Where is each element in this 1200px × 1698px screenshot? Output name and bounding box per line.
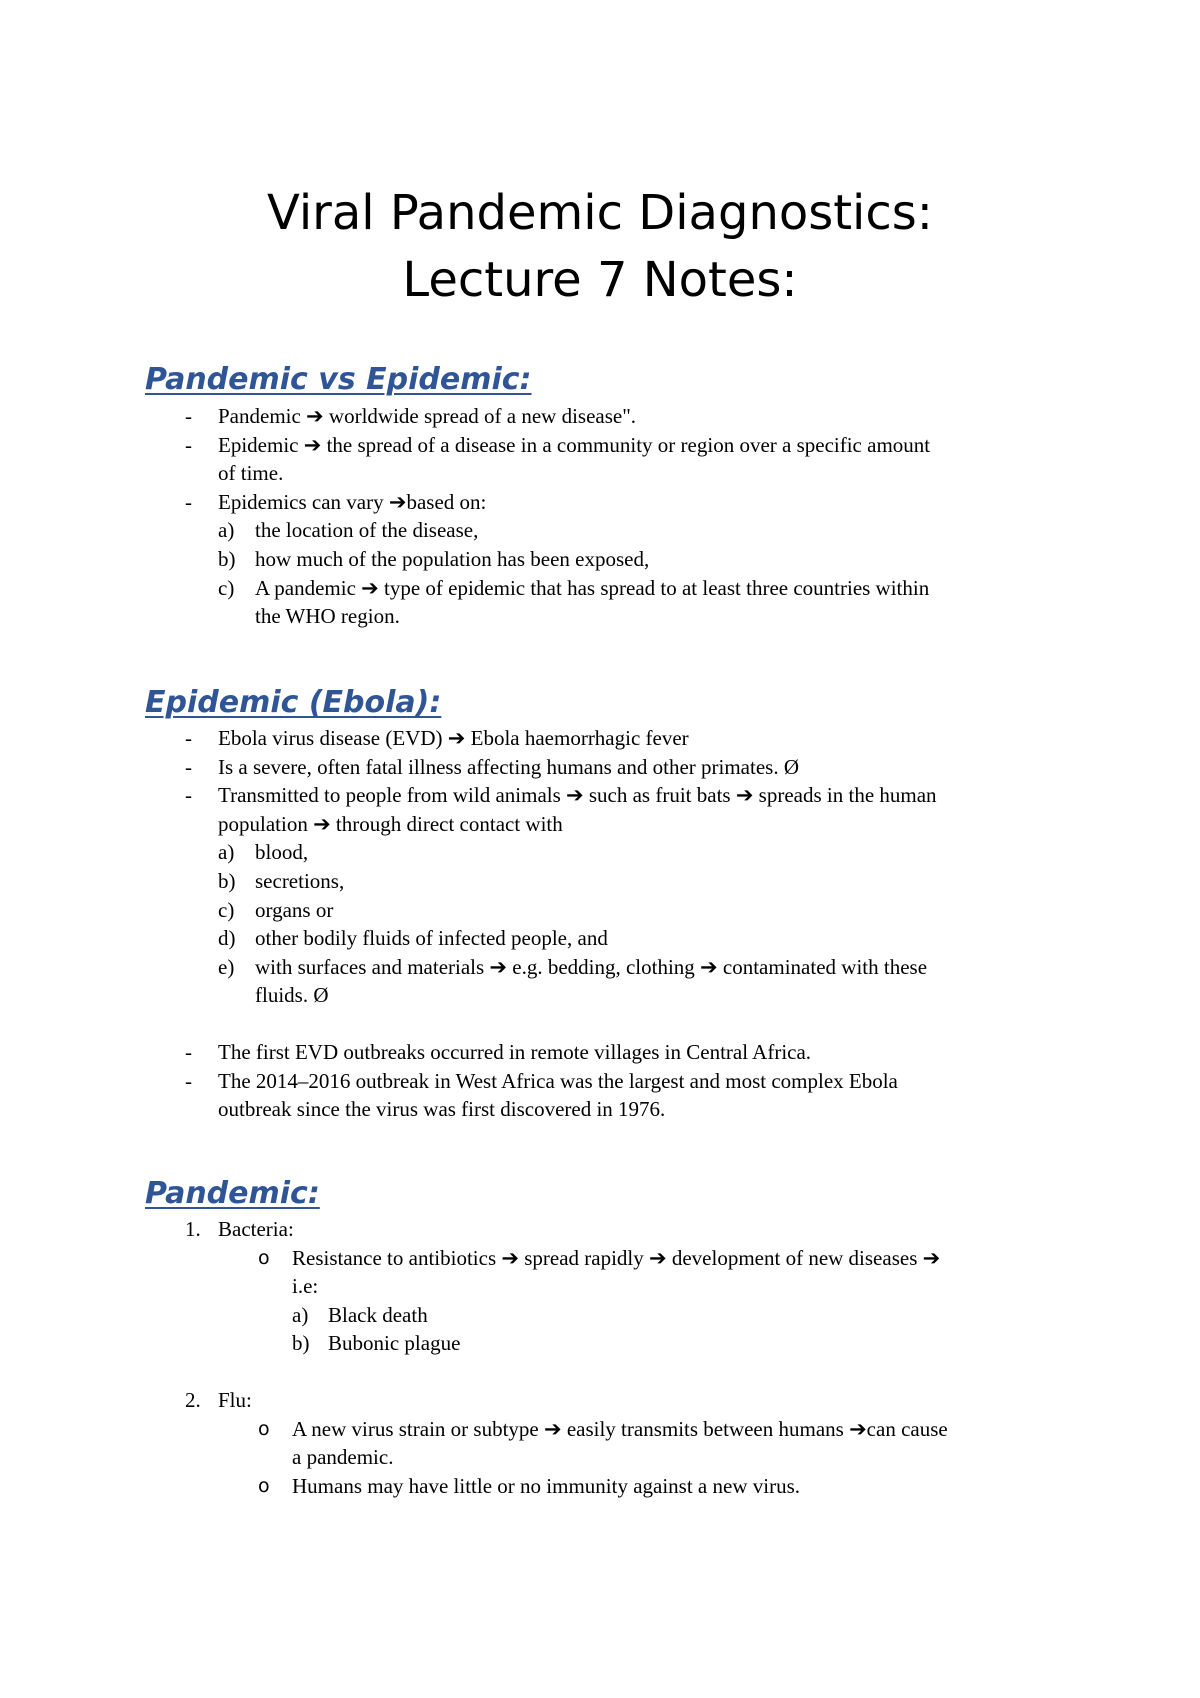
section-epidemic-ebola-list	[0, 724, 1200, 1124]
dash-bullet: -	[185, 783, 192, 808]
circle-bullet: o	[258, 1474, 270, 1497]
list-item-text: organs or	[255, 897, 334, 922]
letter-marker: c)	[218, 897, 235, 922]
letter-marker: b)	[218, 546, 236, 571]
numbered-item	[0, 1386, 1200, 1415]
title-line-2: Lecture 7 Notes:	[402, 252, 798, 309]
circle-bullet: o	[258, 1246, 270, 1269]
list-item-text: Epidemic ➔ the spread of a disease in a community or region over a specific amount	[218, 432, 931, 457]
sub-list-item	[0, 953, 1200, 982]
sub-list-item-continuation	[0, 1443, 1200, 1472]
letter-marker: a)	[218, 840, 235, 865]
dash-bullet: -	[185, 489, 192, 514]
list-item-text: a pandemic.	[292, 1445, 394, 1470]
list-item	[0, 1038, 1200, 1067]
list-item-text: Black death	[328, 1302, 428, 1327]
list-item-text: Bubonic plague	[328, 1331, 461, 1356]
circle-bullet: o	[258, 1417, 270, 1440]
list-item	[0, 488, 1200, 517]
list-item-text: how much of the population has been exposed,	[255, 546, 650, 571]
sub-list-item	[0, 896, 1200, 925]
letter-marker: d)	[218, 926, 236, 951]
section-pandemic-list	[0, 1215, 1200, 1500]
list-item-text: Transmitted to people from wild animals ➔ such as fruit bats ➔ spreads in the human	[218, 783, 937, 808]
sub-list-item	[0, 1415, 1200, 1444]
list-item-text: Bacteria:	[218, 1217, 294, 1241]
section-heading-pandemic: Pandemic:	[145, 1176, 320, 1211]
list-item-text: Is a severe, often fatal illness affecting humans and other primates. Ø	[218, 754, 799, 779]
list-item-text: Humans may have little or no immunity against a new virus.	[292, 1473, 800, 1498]
list-item-text: the WHO region.	[255, 604, 400, 629]
sub-sub-list-item	[0, 1301, 1200, 1330]
list-item-text: other bodily fluids of infected people, and	[255, 926, 608, 951]
list-item-text: population ➔ through direct contact with	[218, 811, 563, 836]
dash-bullet: -	[185, 432, 192, 457]
section-heading-pandemic-vs-epidemic: Pandemic vs Epidemic:	[145, 362, 532, 397]
dash-bullet: -	[185, 754, 192, 779]
title-line-1: Viral Pandemic Diagnostics:	[267, 185, 933, 242]
sub-list-item-continuation	[0, 981, 1200, 1010]
number-marker: 1.	[185, 1217, 201, 1241]
list-item	[0, 753, 1200, 782]
list-item-text: i.e:	[292, 1274, 319, 1299]
letter-marker: e)	[218, 954, 235, 979]
sub-list-item	[0, 545, 1200, 574]
list-item	[0, 724, 1200, 753]
list-item-text: Ebola virus disease (EVD) ➔ Ebola haemorrhagic fever	[218, 726, 689, 750]
sub-list-item	[0, 924, 1200, 953]
section-heading-epidemic-ebola: Epidemic (Ebola):	[145, 685, 442, 720]
sub-sub-list-item	[0, 1329, 1200, 1358]
document-title	[0, 180, 1200, 314]
letter-marker: a)	[292, 1302, 309, 1327]
list-item	[0, 781, 1200, 810]
list-item-continuation	[0, 1095, 1200, 1124]
sub-list-item	[0, 574, 1200, 603]
list-item	[0, 1067, 1200, 1096]
list-item-text: of time.	[218, 461, 284, 486]
number-marker: 2.	[185, 1387, 201, 1412]
list-item-text: A pandemic ➔ type of epidemic that has spread to at least three countries within	[255, 575, 930, 600]
spacer	[0, 1358, 1200, 1386]
list-item	[0, 402, 1200, 431]
list-item-text: A new virus strain or subtype ➔ easily transmits between humans ➔can cause	[292, 1416, 948, 1441]
sub-list-item	[0, 1244, 1200, 1273]
sub-list-item	[0, 838, 1200, 867]
sub-list-item-continuation	[0, 602, 1200, 631]
list-item-text: The first EVD outbreaks occurred in remote villages in Central Africa.	[218, 1039, 812, 1064]
dash-bullet: -	[185, 1039, 192, 1064]
list-item-text: outbreak since the virus was first discovered in 1976.	[218, 1097, 666, 1122]
letter-marker: c)	[218, 575, 235, 600]
dash-bullet: -	[185, 404, 192, 428]
list-item-text: with surfaces and materials ➔ e.g. bedding, clothing ➔ contaminated with these	[255, 954, 928, 979]
list-item-continuation	[0, 810, 1200, 839]
section-pandemic-vs-epidemic-list	[0, 402, 1200, 631]
list-item-text: The 2014–2016 outbreak in West Africa was the largest and most complex Ebola	[218, 1068, 898, 1093]
sub-list-item-continuation	[0, 1272, 1200, 1301]
list-item-text: Flu:	[218, 1387, 252, 1412]
list-item-continuation	[0, 459, 1200, 488]
list-item-text: Resistance to antibiotics ➔ spread rapidly ➔ development of new diseases ➔	[292, 1245, 941, 1270]
list-item-text: secretions,	[255, 868, 345, 893]
list-item-text: the location of the disease,	[255, 518, 479, 543]
sub-list-item	[0, 516, 1200, 545]
dash-bullet: -	[185, 726, 192, 750]
numbered-item	[0, 1215, 1200, 1244]
letter-marker: a)	[218, 518, 235, 543]
sub-list-item	[0, 1472, 1200, 1501]
spacer	[0, 1010, 1200, 1038]
letter-marker: b)	[292, 1331, 310, 1356]
letter-marker: b)	[218, 868, 236, 893]
list-item	[0, 431, 1200, 460]
dash-bullet: -	[185, 1068, 192, 1093]
list-item-text: blood,	[255, 840, 309, 865]
list-item-text: Epidemics can vary ➔based on:	[218, 489, 487, 514]
sub-list-item	[0, 867, 1200, 896]
list-item-text: fluids. Ø	[255, 983, 329, 1008]
list-item-text: Pandemic ➔ worldwide spread of a new disease".	[218, 404, 637, 428]
